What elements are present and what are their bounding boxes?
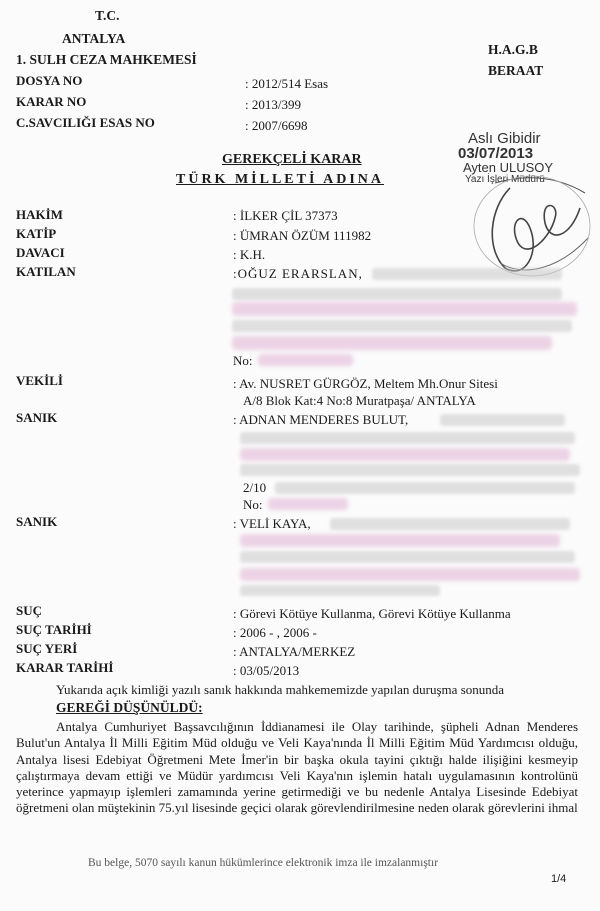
signature-icon [470,168,595,283]
label-suc: SUÇ [16,603,43,618]
redacted-text [240,568,580,581]
redacted-text [232,288,562,300]
redacted-text [232,336,552,350]
body-paragraph-text: Antalya Cumhuriyet Başsavcılığının İddianamesi ile Olay tarihinde, şüpheli Adnan Menderes Bulut'un Antalya İl Milli Eğitim Müd olduğu ve Veli Kaya'nında İl Milli Eğitim Müd Yardımcısı olduğu, Antalya lisesi Edebiyat Öğretmeni Mete İmer'in bir başka okula tayini çıktığı halde ilişiğini kesmeyip çalıştırmaya devam ettiği ve Müdür yardımcısı Veli Kaya'nın işlemin hatalı uygulamasının kontrolünü yeterince yapmayıp işlemleri zamamında yerine getirmediği ve bu nedenle Antalya Lisesinde Edebiyat öğretmeni olan müştekinin 75.yıl lisesinde geçici olarak görevlendirilmesine neden olarak görevlerini ihmal [16,719,578,816]
value-sanik-2: : VELİ KAYA, [233,516,311,531]
value-suc-yeri: : ANTALYA/MERKEZ [233,644,356,659]
redacted-text [240,585,440,596]
value-davaci: : K.H. [233,247,266,262]
value-katip: : ÜMRAN ÖZÜM 111982 [233,228,372,243]
stamp-date: 03/07/2013 [458,145,534,162]
header-court: 1. SULH CEZA MAHKEMESİ [16,52,197,67]
label-katilan: KATILAN [16,264,76,279]
redacted-text [240,534,560,547]
title-gerekceli-karar: GEREKÇELİ KARAR [222,152,362,167]
label-suc-tarihi: SUÇ TARİHİ [16,622,92,637]
redacted-text [240,448,570,461]
redacted-text [232,302,577,316]
redacted-text [240,551,575,563]
redacted-text [232,320,572,332]
label-katip: KATİP [16,226,57,241]
katilan-address-tail: No: [233,353,253,368]
redacted-text [240,432,575,444]
label-karar-tarihi: KARAR TARİHİ [16,660,114,675]
value-hakim: : İLKER ÇİL 37373 [233,208,338,223]
value-karar-tarihi: : 03/05/2013 [233,663,300,678]
sanik-1-address-line: 2/10 [243,480,267,495]
footer-e-signature-notice: Bu belge, 5070 sayılı kanun hükümlerince elektronik imza ile imzalanmıştır [88,857,439,869]
value-sanik-1: : ADNAN MENDERES BULUT, [233,412,409,427]
label-sanik-2: SANIK [16,514,58,529]
label-hakim: HAKİM [16,207,63,222]
redacted-text [372,268,562,280]
label-davaci: DAVACI [16,245,65,260]
field-label-dosya: DOSYA NO [16,73,83,88]
redacted-text [275,482,575,494]
value-vekili-line2: A/8 Blok Kat:4 No:8 Muratpaşa/ ANTALYA [243,393,476,408]
value-vekili-line1: : Av. NUSRET GÜRGÖZ, Meltem Mh.Onur Sitesi [233,376,498,391]
label-suc-yeri: SUÇ YERİ [16,641,78,656]
field-value-savcilik: : 2007/6698 [245,118,308,133]
body-paragraph [16,719,578,817]
header-right-code: H.A.G.B [488,42,538,57]
stamp-line1: Aslı Gibidir [468,130,541,147]
stamp-name: Ayten ULUSOY [463,160,554,175]
label-vekili: VEKİLİ [16,373,63,388]
redacted-text [440,414,565,426]
title-turk-milleti-adina: TÜRK MİLLETİ ADINA [176,172,385,187]
label-sanik-1: SANIK [16,410,58,425]
header-tc: T.C. [95,8,120,23]
sanik-1-address-tail: No: [243,497,263,512]
field-label-karar: KARAR NO [16,94,87,109]
stamp-title: Yazı İşleri Müdürü [465,174,545,185]
value-suc: : Görevi Kötüye Kullanma, Görevi Kötüye Kullanma [233,606,511,621]
redacted-text [240,464,580,476]
field-label-savcilik: C.SAVCILIĞI ESAS NO [16,115,155,130]
field-value-dosya: : 2012/514 Esas [245,76,329,91]
field-value-karar: : 2013/399 [245,97,301,112]
redacted-text [258,354,353,366]
page-number: 1/4 [551,873,567,885]
value-suc-tarihi: : 2006 - , 2006 - [233,625,317,640]
value-katilan: :OĞUZ ERARSLAN, [233,266,363,281]
header-city: ANTALYA [62,31,126,46]
header-right-result: BERAAT [488,63,544,78]
body-intro: Yukarıda açık kimliği yazılı sanık hakkında mahkememizde yapılan duruşma sonunda [56,682,505,697]
redacted-text [330,518,570,530]
redacted-text [268,498,348,510]
body-heading: GEREĞİ DÜŞÜNÜLDÜ: [56,700,203,715]
